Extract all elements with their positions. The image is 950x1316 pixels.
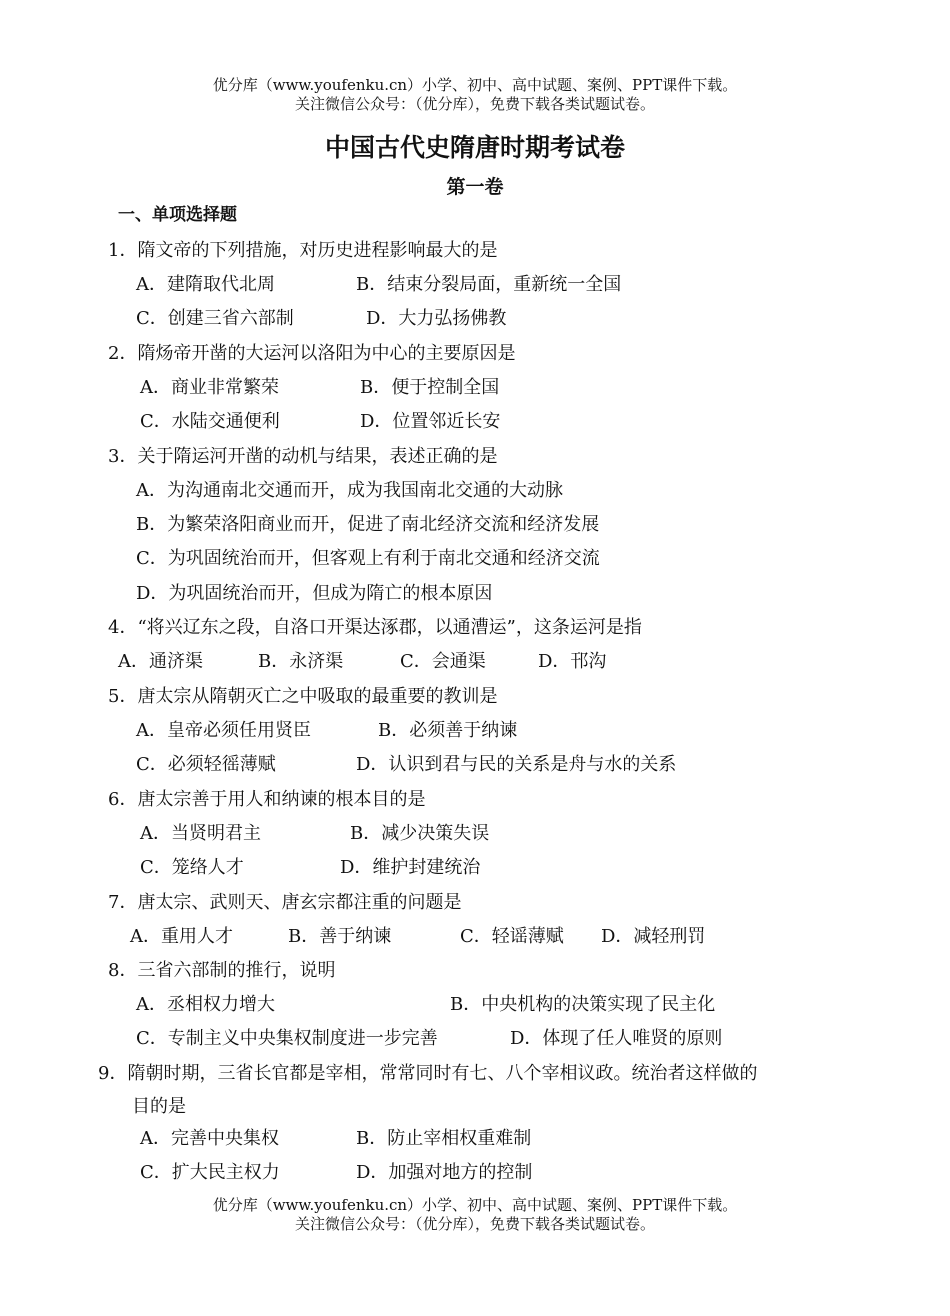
- question-6-option-d: D．维护封建统治: [340, 857, 481, 878]
- question-8-option-b: B．中央机构的决策实现了民主化: [450, 994, 716, 1015]
- question-2-option-d: D．位置邻近长安: [360, 411, 501, 432]
- question-5-stem: 5．唐太宗从隋朝灭亡之中吸取的最重要的教训是: [108, 686, 498, 707]
- question-9-option-c: C．扩大民主权力: [140, 1162, 280, 1183]
- question-7-stem: 7．唐太宗、武则天、唐玄宗都注重的问题是: [108, 892, 462, 913]
- question-1-option-d: D．大力弘扬佛教: [366, 308, 507, 329]
- question-2-stem: 2．隋炀帝开凿的大运河以洛阳为中心的主要原因是: [108, 343, 516, 364]
- header-line-2: 关注微信公众号：（优分库），免费下载各类试题试卷。: [294, 95, 655, 113]
- footer-line-1: 优分库（www.youfenku.cn）小学、初中、高中试题、案例、PPT课件下载。: [212, 1196, 738, 1214]
- question-9-stem: 9．隋朝时期，三省长官都是宰相，常常同时有七、八个宰相议政。统治者这样做的: [98, 1063, 758, 1084]
- question-4-option-c: C．会通渠: [400, 651, 486, 672]
- footer-line-2: 关注微信公众号：（优分库），免费下载各类试题试卷。: [294, 1215, 655, 1233]
- question-1-option-c: C．创建三省六部制: [136, 308, 294, 329]
- question-2-option-a: A．商业非常繁荣: [140, 377, 279, 398]
- question-2-option-c: C．水陆交通便利: [140, 411, 280, 432]
- question-1-stem: 1．隋文帝的下列措施，对历史进程影响最大的是: [108, 240, 498, 261]
- volume-label: 第一卷: [446, 176, 504, 198]
- question-3-option-d: D．为巩固统治而开，但成为隋亡的根本原因: [136, 583, 493, 604]
- question-4-stem: 4．“将兴辽东之段，自洛口开渠达涿郡，以通漕运”，这条运河是指: [108, 617, 642, 638]
- question-5-option-b: B．必须善于纳谏: [378, 720, 518, 741]
- question-7-option-d: D．减轻刑罚: [601, 926, 706, 947]
- question-4-option-a: A．通济渠: [118, 651, 203, 672]
- question-1-option-b: B．结束分裂局面，重新统一全国: [356, 274, 622, 295]
- question-3-stem: 3．关于隋运河开凿的动机与结果，表述正确的是: [108, 446, 498, 467]
- question-7-option-c: C．轻谣薄赋: [460, 926, 564, 947]
- question-9-option-b: B．防止宰相权重难制: [356, 1128, 532, 1149]
- question-8-option-a: A．丞相权力增大: [136, 994, 275, 1015]
- question-3-option-c: C．为巩固统治而开，但客观上有利于南北交通和经济交流: [136, 548, 600, 569]
- question-5-option-c: C．必须轻徭薄赋: [136, 754, 276, 775]
- question-8-option-d: D．体现了任人唯贤的原则: [510, 1028, 723, 1049]
- page-title: 中国古代史隋唐时期考试卷: [324, 133, 625, 162]
- question-4-option-b: B．永济渠: [258, 651, 344, 672]
- question-3-option-b: B．为繁荣洛阳商业而开，促进了南北经济交流和经济发展: [136, 514, 600, 535]
- question-6-option-c: C．笼络人才: [140, 857, 244, 878]
- question-2-option-b: B．便于控制全国: [360, 377, 500, 398]
- question-8-stem: 8．三省六部制的推行，说明: [108, 960, 336, 981]
- question-6-stem: 6．唐太宗善于用人和纳谏的根本目的是: [108, 789, 426, 810]
- question-6-option-b: B．减少决策失误: [350, 823, 490, 844]
- section-heading: 一、单项选择题: [118, 205, 237, 225]
- question-4-option-d: D．邗沟: [538, 651, 607, 672]
- question-5-option-a: A．皇帝必须任用贤臣: [136, 720, 311, 741]
- header-line-1: 优分库（www.youfenku.cn）小学、初中、高中试题、案例、PPT课件下载。: [212, 76, 738, 94]
- question-9-option-a: A．完善中央集权: [140, 1128, 279, 1149]
- question-9-stem-continued: 目的是: [132, 1096, 186, 1117]
- question-1-option-a: A．建隋取代北周: [136, 274, 275, 295]
- question-5-option-d: D．认识到君与民的关系是舟与水的关系: [356, 754, 677, 775]
- question-3-option-a: A．为沟通南北交通而开，成为我国南北交通的大动脉: [136, 480, 563, 501]
- question-9-option-d: D．加强对地方的控制: [356, 1162, 533, 1183]
- question-8-option-c: C．专制主义中央集权制度进一步完善: [136, 1028, 438, 1049]
- question-7-option-b: B．善于纳谏: [288, 926, 392, 947]
- question-6-option-a: A．当贤明君主: [140, 823, 261, 844]
- question-7-option-a: A．重用人才: [130, 926, 233, 947]
